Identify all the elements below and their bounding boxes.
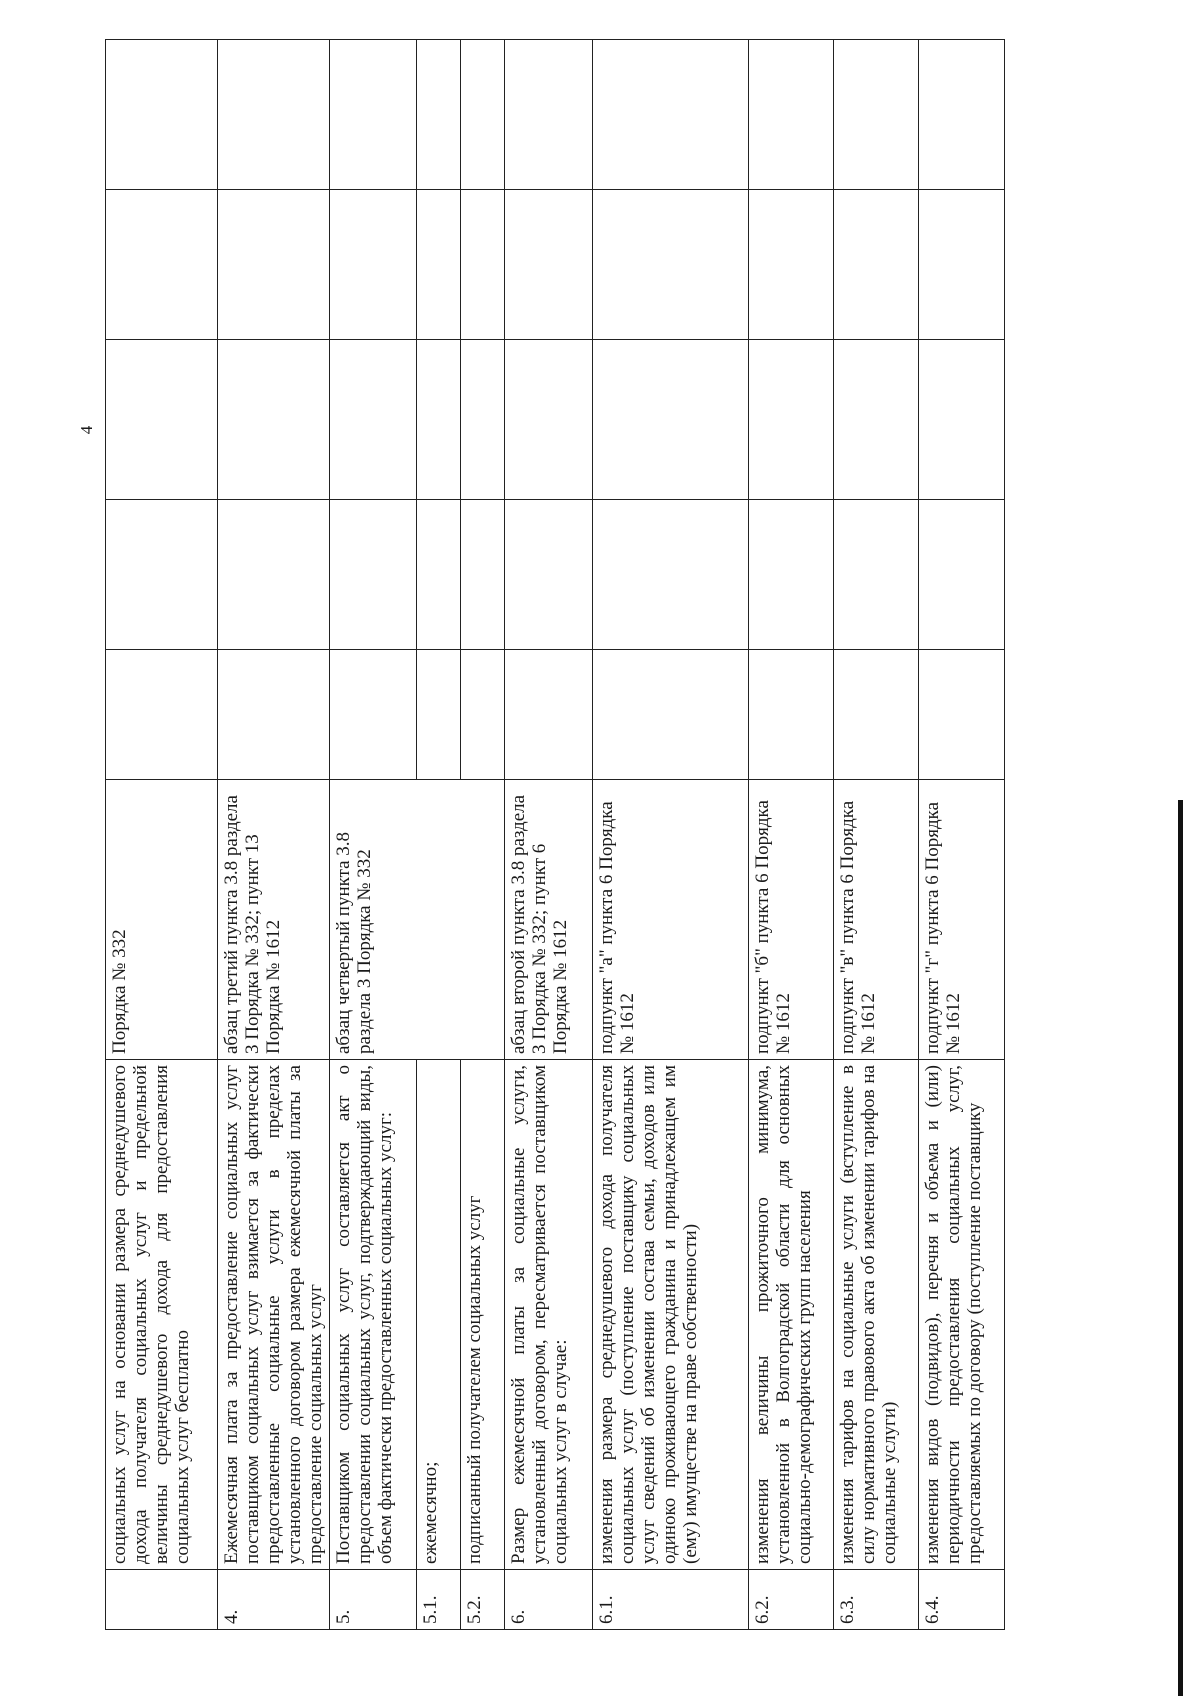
empty-cell [461, 40, 505, 190]
empty-cell [330, 40, 417, 190]
row-requirement-text: социальных услуг на основании размера среднедушевого дохода получателя социальных услуг и предельной величины среднедушевого дохода для предоставления социальных услуг бесплатно [106, 1060, 218, 1570]
empty-cell [330, 650, 417, 780]
empty-cell [417, 650, 461, 780]
row-number: 5.1. [417, 1570, 461, 1630]
empty-cell [749, 650, 834, 780]
row-number [106, 1570, 218, 1630]
empty-cell [593, 340, 749, 500]
empty-cell [461, 650, 505, 780]
empty-cell [505, 500, 593, 650]
empty-cell [417, 500, 461, 650]
empty-cell [505, 340, 593, 500]
empty-cell [106, 650, 218, 780]
empty-cell [218, 190, 330, 340]
empty-cell [919, 40, 1005, 190]
scan-edge-line [1178, 800, 1183, 1696]
empty-cell [330, 500, 417, 650]
page-number: 4 [77, 425, 96, 435]
empty-cell [106, 340, 218, 500]
row-legal-reference: абзац третий пункта 3.8 раздела 3 Порядка № 332; пункт 13 Порядка № 1612 [218, 780, 330, 1060]
empty-cell [330, 340, 417, 500]
empty-cell [593, 190, 749, 340]
empty-cell [505, 190, 593, 340]
empty-cell [330, 190, 417, 340]
empty-cell [749, 500, 834, 650]
empty-cell [218, 340, 330, 500]
empty-cell [417, 340, 461, 500]
table-row [749, 40, 834, 1630]
empty-cell [505, 40, 593, 190]
empty-cell [834, 190, 919, 340]
row-legal-reference: подпункт "в" пункта 6 Порядка № 1612 [834, 780, 919, 1060]
empty-cell [505, 650, 593, 780]
empty-cell [919, 190, 1005, 340]
empty-cell [834, 340, 919, 500]
row-legal-reference: подпункт "а" пункта 6 Порядка № 1612 [593, 780, 749, 1060]
requirements-table [105, 39, 1005, 1630]
empty-cell [218, 650, 330, 780]
row-requirement-text: Ежемесячная плата за предоставление социальных услуг поставщиком социальных услуг взимается за фактически предоставленные социальные услуги в пределах установленного договором размера ежемесячной платы за предоставление социальных услуг [218, 1060, 330, 1570]
table-row [505, 40, 593, 1630]
table-row [218, 40, 330, 1630]
table-rotator [105, 40, 1005, 1630]
row-number: 6. [505, 1570, 593, 1630]
row-legal-reference: Порядка № 332 [106, 780, 218, 1060]
row-requirement-text: Поставщиком социальных услуг составляется акт о предоставлении социальных услуг, подтверждающий виды, объем фактически предоставленных социальных услуг: [330, 1060, 417, 1570]
empty-cell [834, 500, 919, 650]
empty-cell [749, 40, 834, 190]
row-number: 5.2. [461, 1570, 505, 1630]
empty-cell [593, 40, 749, 190]
row-requirement-text: изменения видов (подвидов), перечня и объема и (или) периодичности предоставления социальных услуг, предоставляемых по договору (поступление поставщику [919, 1060, 1005, 1570]
row-number: 5. [330, 1570, 417, 1630]
table-row [919, 40, 1005, 1630]
row-legal-reference: подпункт "г" пункта 6 Порядка № 1612 [919, 780, 1005, 1060]
row-number: 6.1. [593, 1570, 749, 1630]
empty-cell [593, 650, 749, 780]
table-row [834, 40, 919, 1630]
row-requirement-text: подписанный получателем социальных услуг [461, 1060, 505, 1570]
empty-cell [106, 40, 218, 190]
row-legal-reference: подпункт "б" пункта 6 Порядка № 1612 [749, 780, 834, 1060]
empty-cell [218, 500, 330, 650]
row-requirement-text: изменения величины прожиточного минимума, установленной в Волгоградской области для основных социально-демографических групп населения [749, 1060, 834, 1570]
empty-cell [919, 650, 1005, 780]
row-legal-reference: абзац четвертый пункта 3.8 раздела 3 Порядка № 332 [330, 780, 505, 1060]
row-number: 6.4. [919, 1570, 1005, 1630]
row-number: 6.3. [834, 1570, 919, 1630]
empty-cell [461, 190, 505, 340]
row-number: 4. [218, 1570, 330, 1630]
empty-cell [417, 40, 461, 190]
empty-cell [417, 190, 461, 340]
empty-cell [834, 650, 919, 780]
empty-cell [919, 500, 1005, 650]
empty-cell [749, 190, 834, 340]
row-number: 6.2. [749, 1570, 834, 1630]
empty-cell [106, 190, 218, 340]
empty-cell [461, 500, 505, 650]
table-row [330, 40, 417, 1630]
empty-cell [461, 340, 505, 500]
table-row [106, 40, 218, 1630]
row-requirement-text: Размер ежемесячной платы за социальные услуги, установленный договором, пересматривается поставщиком социальных услуг в случае: [505, 1060, 593, 1570]
empty-cell [106, 500, 218, 650]
row-requirement-text: изменения тарифов на социальные услуги (вступление в силу нормативного правового акта об изменении тарифов на социальные услуги) [834, 1060, 919, 1570]
row-requirement-text: ежемесячно; [417, 1060, 461, 1570]
table-row [593, 40, 749, 1630]
empty-cell [218, 40, 330, 190]
empty-cell [749, 340, 834, 500]
empty-cell [593, 500, 749, 650]
row-legal-reference: абзац второй пункта 3.8 раздела 3 Порядка № 332; пункт 6 Порядка № 1612 [505, 780, 593, 1060]
empty-cell [834, 40, 919, 190]
row-requirement-text: изменения размера среднедушевого дохода получателя социальных услуг (поступление поставщику социальных услуг сведений об изменении состава семьи, доходов или одиноко проживающего гражданина и принадлежащем им (ему) имуществе на праве собственности) [593, 1060, 749, 1570]
empty-cell [919, 340, 1005, 500]
